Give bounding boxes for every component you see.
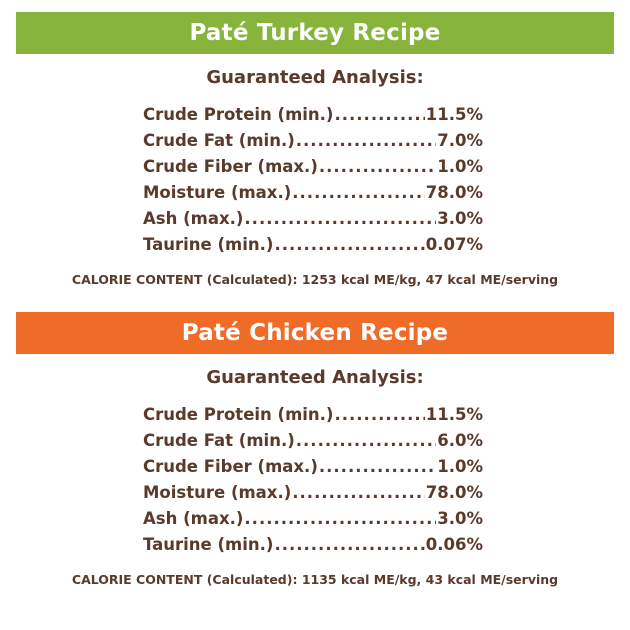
chicken-row-taurine [143,532,483,558]
row-label: Moisture (max.) [143,183,292,202]
chicken-recipe-title: Paté Chicken Recipe [16,312,614,354]
row-label: Taurine (min.) [143,235,274,254]
leader-dots [292,180,424,206]
row-label: Ash (max.) [143,509,244,528]
row-value: 3.0% [437,209,483,228]
row-value: 11.5% [425,405,483,424]
turkey-row-fat [143,128,483,154]
leader-dots [319,454,436,480]
row-value: 0.07% [425,235,483,254]
leader-dots [274,232,424,258]
row-value: 1.0% [437,157,483,176]
turkey-row-moisture [143,180,483,206]
chicken-analysis-list [143,402,483,558]
turkey-recipe-title: Paté Turkey Recipe [16,12,614,54]
leader-dots [244,206,436,232]
row-value: 1.0% [437,457,483,476]
turkey-calorie-content: CALORIE CONTENT (Calculated): 1253 kcal ME/kg, 47 kcal ME/serving [71,272,559,287]
chicken-section [0,312,630,590]
leader-dots [334,102,424,128]
turkey-analysis-list [143,102,483,258]
leader-dots [292,480,424,506]
turkey-row-fiber [143,154,483,180]
row-value: 6.0% [437,431,483,450]
row-label: Ash (max.) [143,209,244,228]
row-value: 78.0% [425,183,483,202]
leader-dots [296,128,436,154]
row-value: 78.0% [425,483,483,502]
chicken-row-protein [143,402,483,428]
turkey-row-protein [143,102,483,128]
turkey-row-ash [143,206,483,232]
chicken-row-fat [143,428,483,454]
turkey-analysis-heading: Guaranteed Analysis: [206,67,424,88]
chicken-row-moisture [143,480,483,506]
row-label: Crude Fiber (max.) [143,157,318,176]
leader-dots [296,428,436,454]
row-label: Taurine (min.) [143,535,274,554]
row-value: 3.0% [437,509,483,528]
chicken-calorie-content: CALORIE CONTENT (Calculated): 1135 kcal ME/kg, 43 kcal ME/serving [71,572,559,587]
chicken-analysis-heading: Guaranteed Analysis: [206,367,424,388]
turkey-row-taurine [143,232,483,258]
row-label: Crude Fiber (max.) [143,457,318,476]
leader-dots [274,532,424,558]
turkey-section [0,0,630,290]
leader-dots [334,402,424,428]
row-label: Moisture (max.) [143,483,292,502]
leader-dots [244,506,436,532]
chicken-row-ash [143,506,483,532]
row-label: Crude Fat (min.) [143,131,295,150]
leader-dots [319,154,436,180]
row-value: 0.06% [425,535,483,554]
chicken-row-fiber [143,454,483,480]
row-value: 7.0% [437,131,483,150]
row-label: Crude Protein (min.) [143,105,334,124]
row-value: 11.5% [425,105,483,124]
row-label: Crude Fat (min.) [143,431,295,450]
row-label: Crude Protein (min.) [143,405,334,424]
